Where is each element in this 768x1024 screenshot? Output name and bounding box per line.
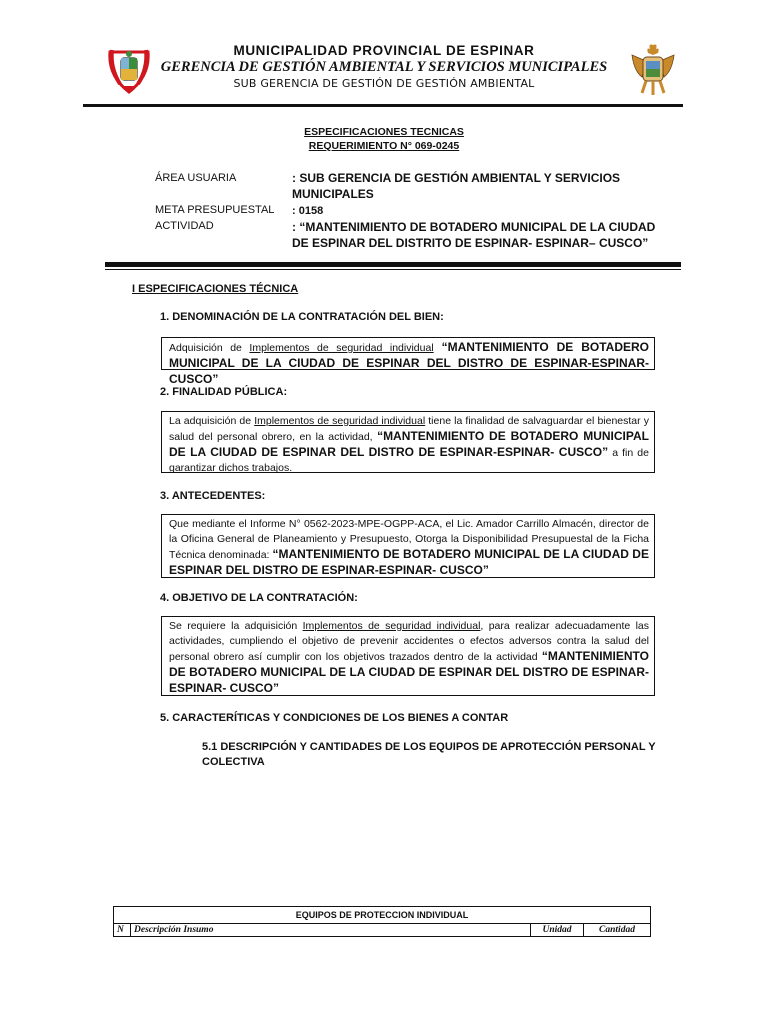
- specifications-heading: I ESPECIFICACIONES TÉCNICA: [132, 283, 299, 295]
- section-2-text-pre: La adquisición de: [169, 415, 255, 427]
- area-usuaria-value-line2: MUNICIPALES: [292, 187, 374, 201]
- section-5-1-title-line1: 5.1 DESCRIPCIÓN Y CANTIDADES DE LOS EQUIPOS DE APROTECCIÓN PERSONAL Y: [202, 741, 656, 753]
- section-1-text-bold: “MANTENIMIENTO DE BOTADERO MUNICIPAL DE LA CIUDAD DE ESPINAR DEL DISTRO DE ESPINAR-ESPINAR- CUSCO”: [169, 340, 650, 386]
- section-3-box: [161, 514, 655, 578]
- header-n: N: [114, 924, 131, 937]
- header-unidad: Unidad: [531, 924, 584, 937]
- municipality-name: MUNICIPALIDAD PROVINCIAL DE ESPINAR: [233, 43, 535, 58]
- section-4-text-link: Implementos de seguridad individual: [302, 620, 481, 632]
- section-1-box: [161, 337, 655, 386]
- section-1-text-link: Implementos de seguridad individual: [249, 342, 434, 354]
- equipment-table-header-row: [114, 924, 651, 937]
- section-divider-thin: [105, 269, 681, 270]
- section-2-text-post: a fin de garantizar dichos trabajos.: [169, 447, 649, 474]
- section-4-box: [161, 616, 655, 696]
- section-5-title: 5. CARACTERÍTICAS Y CONDICIONES DE LOS BIENES A CONTAR: [160, 712, 509, 724]
- area-usuaria-value: [292, 170, 620, 202]
- section-4-title: 4. OBJETIVO DE LA CONTRATACIÓN:: [160, 592, 358, 604]
- header-divider: [83, 104, 683, 107]
- section-2-text-bold: “MANTENIMIENTO DE BOTADERO MUNICIPAL DE LA CIUDAD DE ESPINAR DEL DISTRO DE ESPINAR-ESPINAR- CUSCO”: [169, 429, 650, 459]
- requerimiento-number: REQUERIMIENTO N° 069-0245: [308, 140, 460, 152]
- section-2-text-link: Implementos de seguridad individual: [254, 415, 426, 427]
- equipment-table-title-row: [114, 907, 651, 924]
- document-title: ESPECIFICACIONES TECNICAS: [304, 126, 464, 138]
- section-4-text-bold: “MANTENIMIENTO DE BOTADERO MUNICIPAL DE LA CIUDAD DE ESPINAR DEL DISTRO DE ESPINAR-ESPINAR- CUSCO”: [169, 649, 649, 695]
- area-usuaria-value-line1: : SUB GERENCIA DE GESTIÓN AMBIENTAL Y SERVICIOS: [292, 171, 621, 185]
- area-usuaria-label: ÁREA USUARIA: [155, 172, 237, 184]
- section-3-title: 3. ANTECEDENTES:: [160, 490, 266, 502]
- gerencia-name: GERENCIA DE GESTIÓN AMBIENTAL Y SERVICIOS MUNICIPALES: [160, 59, 608, 75]
- section-5-1-title: [202, 740, 656, 770]
- section-divider-thick: [105, 262, 681, 267]
- meta-presupuestal-value: : 0158: [292, 205, 324, 217]
- section-3-text-bold: “MANTENIMIENTO DE BOTADERO MUNICIPAL DE LA CIUDAD DE ESPINAR DEL DISTRO DE ESPINAR-ESPINAR- CUSCO”: [169, 547, 649, 577]
- section-4-text-pre: Se requiere la adquisición: [169, 620, 303, 632]
- section-4-text-mid: , para realizar adecuadamente las actividades, cumpliendo el objetivo de prevenir accidentes o efectos adversos contra la salud del personal obrero así cumplir con los objetivos trazados dentro de la actividad: [169, 620, 650, 663]
- actividad-value-line2: DE ESPINAR DEL DISTRITO DE ESPINAR- ESPINAR– CUSCO”: [292, 236, 649, 250]
- header-descripcion: Descripción Insumo: [131, 924, 531, 937]
- section-5-1-title-line2: COLECTIVA: [202, 756, 265, 768]
- section-1-text-pre: Adquisición de: [169, 342, 250, 354]
- header-cantidad: Cantidad: [584, 924, 651, 937]
- section-2-box: [161, 411, 655, 473]
- actividad-value-line1: : “MANTENIMIENTO DE BOTADERO MUNICIPAL DE LA CIUDAD: [292, 220, 656, 234]
- meta-presupuestal-label: META PRESUPUESTAL: [155, 204, 275, 216]
- actividad-value: [292, 219, 662, 251]
- equipment-table: [113, 906, 651, 937]
- section-2-text-mid: tiene la finalidad de salvaguardar el bienestar y salud del personal obrero, en la actividad,: [169, 415, 649, 443]
- sub-gerencia-name: SUB GERENCIA DE GESTIÓN DE GESTIÓN AMBIENTAL: [233, 77, 535, 90]
- actividad-label: ACTIVIDAD: [155, 220, 214, 232]
- section-2-title: 2. FINALIDAD PÚBLICA:: [160, 386, 288, 398]
- section-3-text: Que mediante el Informe N° 0562-2023-MPE-OGPP-ACA, el Lic. Amador Carrillo Almacén, director de la Oficina General de Planeamiento y Presupuesto, Otorga la Disponibilidad Presupuestal de la Ficha Técnica denominada:: [169, 518, 649, 561]
- equipment-table-title: EQUIPOS DE PROTECCION INDIVIDUAL: [114, 907, 651, 924]
- section-1-title: 1. DENOMINACIÓN DE LA CONTRATACIÓN DEL BIEN:: [160, 311, 444, 323]
